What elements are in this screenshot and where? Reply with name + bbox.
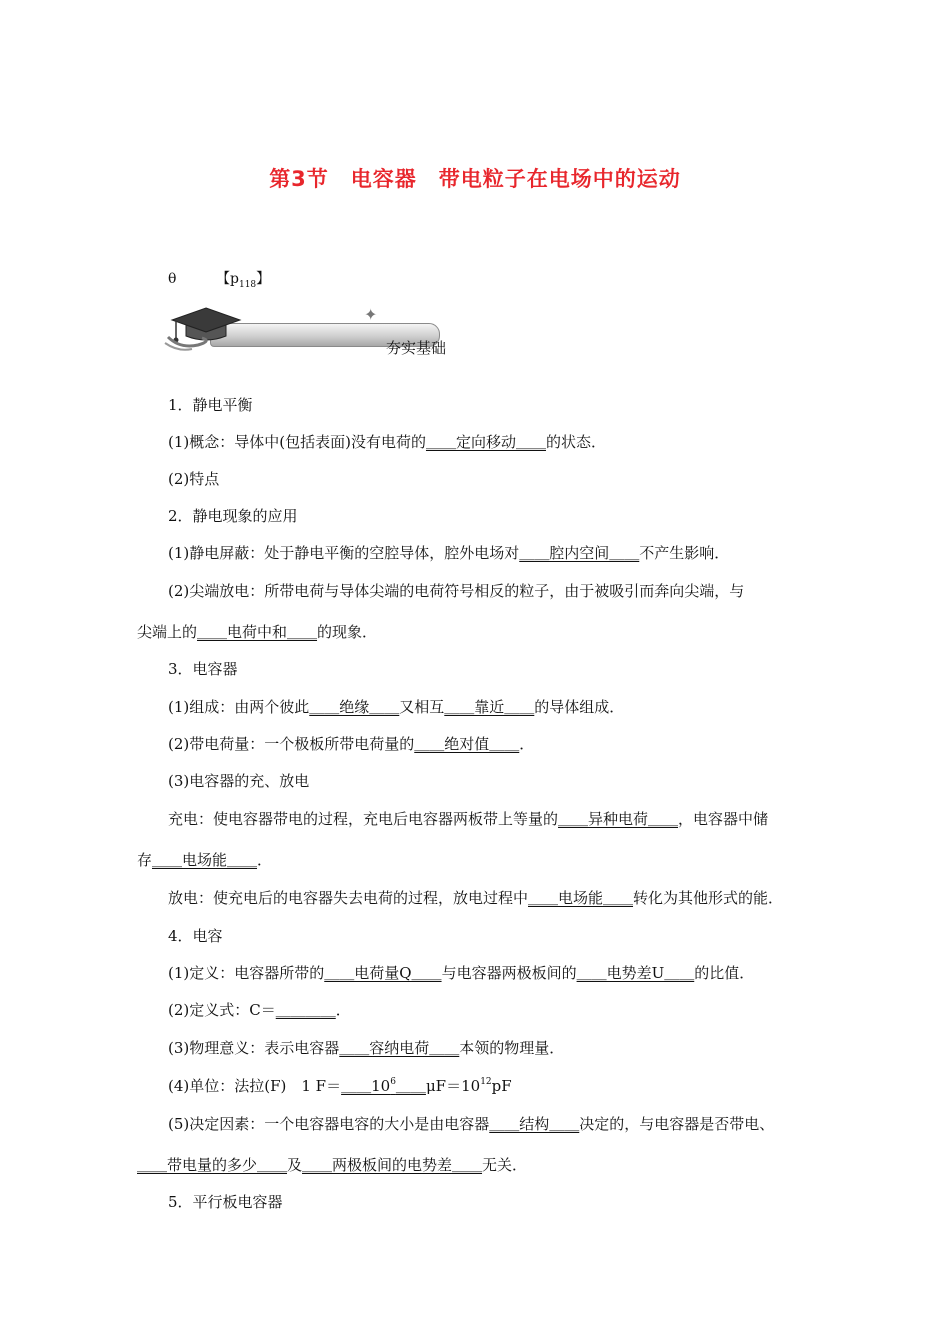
text-line: (2)带电荷量：一个极板所带电荷量的＿＿绝对值＿＿．: [168, 735, 535, 753]
text-line: ＿＿带电量的多少＿＿及＿＿两极板间的电势差＿＿无关．: [137, 1156, 528, 1174]
text-line: 充电：使电容器带电的过程，充电后电容器两板带上等量的＿＿异种电荷＿＿，电容器中储: [168, 810, 769, 828]
answer-blank: ＿＿＿＿: [275, 1001, 336, 1019]
answer-blank: ＿＿两极板间的电势差＿＿: [302, 1156, 483, 1174]
section-banner: [160, 303, 470, 357]
text-line: (3)物理意义：表示电容器＿＿容纳电荷＿＿本领的物理量．: [168, 1039, 565, 1057]
text-line: (3)电容器的充、放电: [168, 772, 310, 790]
text-line: (1)定义：电容器所带的＿＿电荷量Q＿＿与电容器两极板间的＿＿电势差U＿＿的比值．: [168, 964, 755, 982]
answer-blank: ＿＿绝缘＿＿: [309, 698, 400, 716]
text-line: (2)特点: [168, 470, 220, 488]
text-line: (5)决定因素：一个电容器电容的大小是由电容器＿＿结构＿＿决定的，与电容器是否带电、: [168, 1115, 775, 1133]
answer-blank: ＿＿绝对值＿＿: [414, 735, 520, 753]
section-heading: 1．静电平衡: [168, 396, 253, 414]
answer-blank: ＿＿电场能＿＿: [152, 851, 258, 869]
text-line: 放电：使充电后的电容器失去电荷的过程，放电过程中＿＿电场能＿＿转化为其他形式的能．: [168, 889, 784, 907]
section-heading: 3．电容器: [168, 660, 238, 678]
answer-blank: ＿＿电势差U＿＿: [576, 964, 695, 982]
page-title: 第3节 电容器 带电粒子在电场中的运动: [269, 167, 681, 191]
answer-blank: ＿＿电荷量Q＿＿: [324, 964, 442, 982]
answer-blank: ＿＿电场能＿＿: [528, 889, 634, 907]
answer-blank: ＿＿靠近＿＿: [444, 698, 535, 716]
text-line: (1)组成：由两个彼此＿＿绝缘＿＿又相互＿＿靠近＿＿的导体组成．: [168, 698, 625, 716]
text-line: 尖端上的＿＿电荷中和＿＿的现象．: [137, 623, 378, 641]
text-line: (1)概念：导体中(包括表面)没有电荷的＿＿定向移动＿＿的状态．: [168, 433, 606, 451]
answer-blank: ＿＿定向移动＿＿: [425, 433, 546, 451]
answer-blank: ＿＿带电量的多少＿＿: [137, 1156, 288, 1174]
section-heading: 2．静电现象的应用: [168, 507, 298, 525]
text-line: (1)静电屏蔽：处于静电平衡的空腔导体，腔外电场对＿＿腔内空间＿＿不产生影响．: [168, 544, 730, 562]
answer-blank: ＿＿电荷中和＿＿: [197, 623, 318, 641]
answer-blank: $\_\_10^6\_\_$: [341, 1077, 426, 1095]
text-line: (4)单位：法拉(F) 1 $F=\_\_10^6\_\_\mu F=10^{12}pF$: [168, 1077, 512, 1095]
theta-symbol: θ: [168, 271, 177, 287]
section-heading: 4．电容: [168, 927, 223, 945]
answer-blank: ＿＿异种电荷＿＿: [558, 810, 679, 828]
answer-blank: ＿＿结构＿＿: [489, 1115, 580, 1133]
answer-blank: ＿＿容纳电荷＿＿: [339, 1039, 460, 1057]
answer-blank: ＿＿腔内空间＿＿: [519, 544, 640, 562]
text-line: (2)尖端放电：所带电荷与导体尖端的电荷符号相反的粒子，由于被吸引而奔向尖端，与: [168, 582, 745, 600]
text-line: (2)定义式：C＝＿＿＿＿．: [168, 1001, 351, 1019]
section-heading: 5．平行板电容器: [168, 1193, 283, 1211]
banner-label: 夯实基础: [386, 339, 447, 357]
graduation-cap-icon: [162, 303, 242, 353]
text-line: 存＿＿电场能＿＿．: [137, 851, 273, 869]
page-reference: θ 【$p_{118}$】: [168, 271, 271, 290]
sparkle-icon: ✦: [364, 305, 378, 324]
